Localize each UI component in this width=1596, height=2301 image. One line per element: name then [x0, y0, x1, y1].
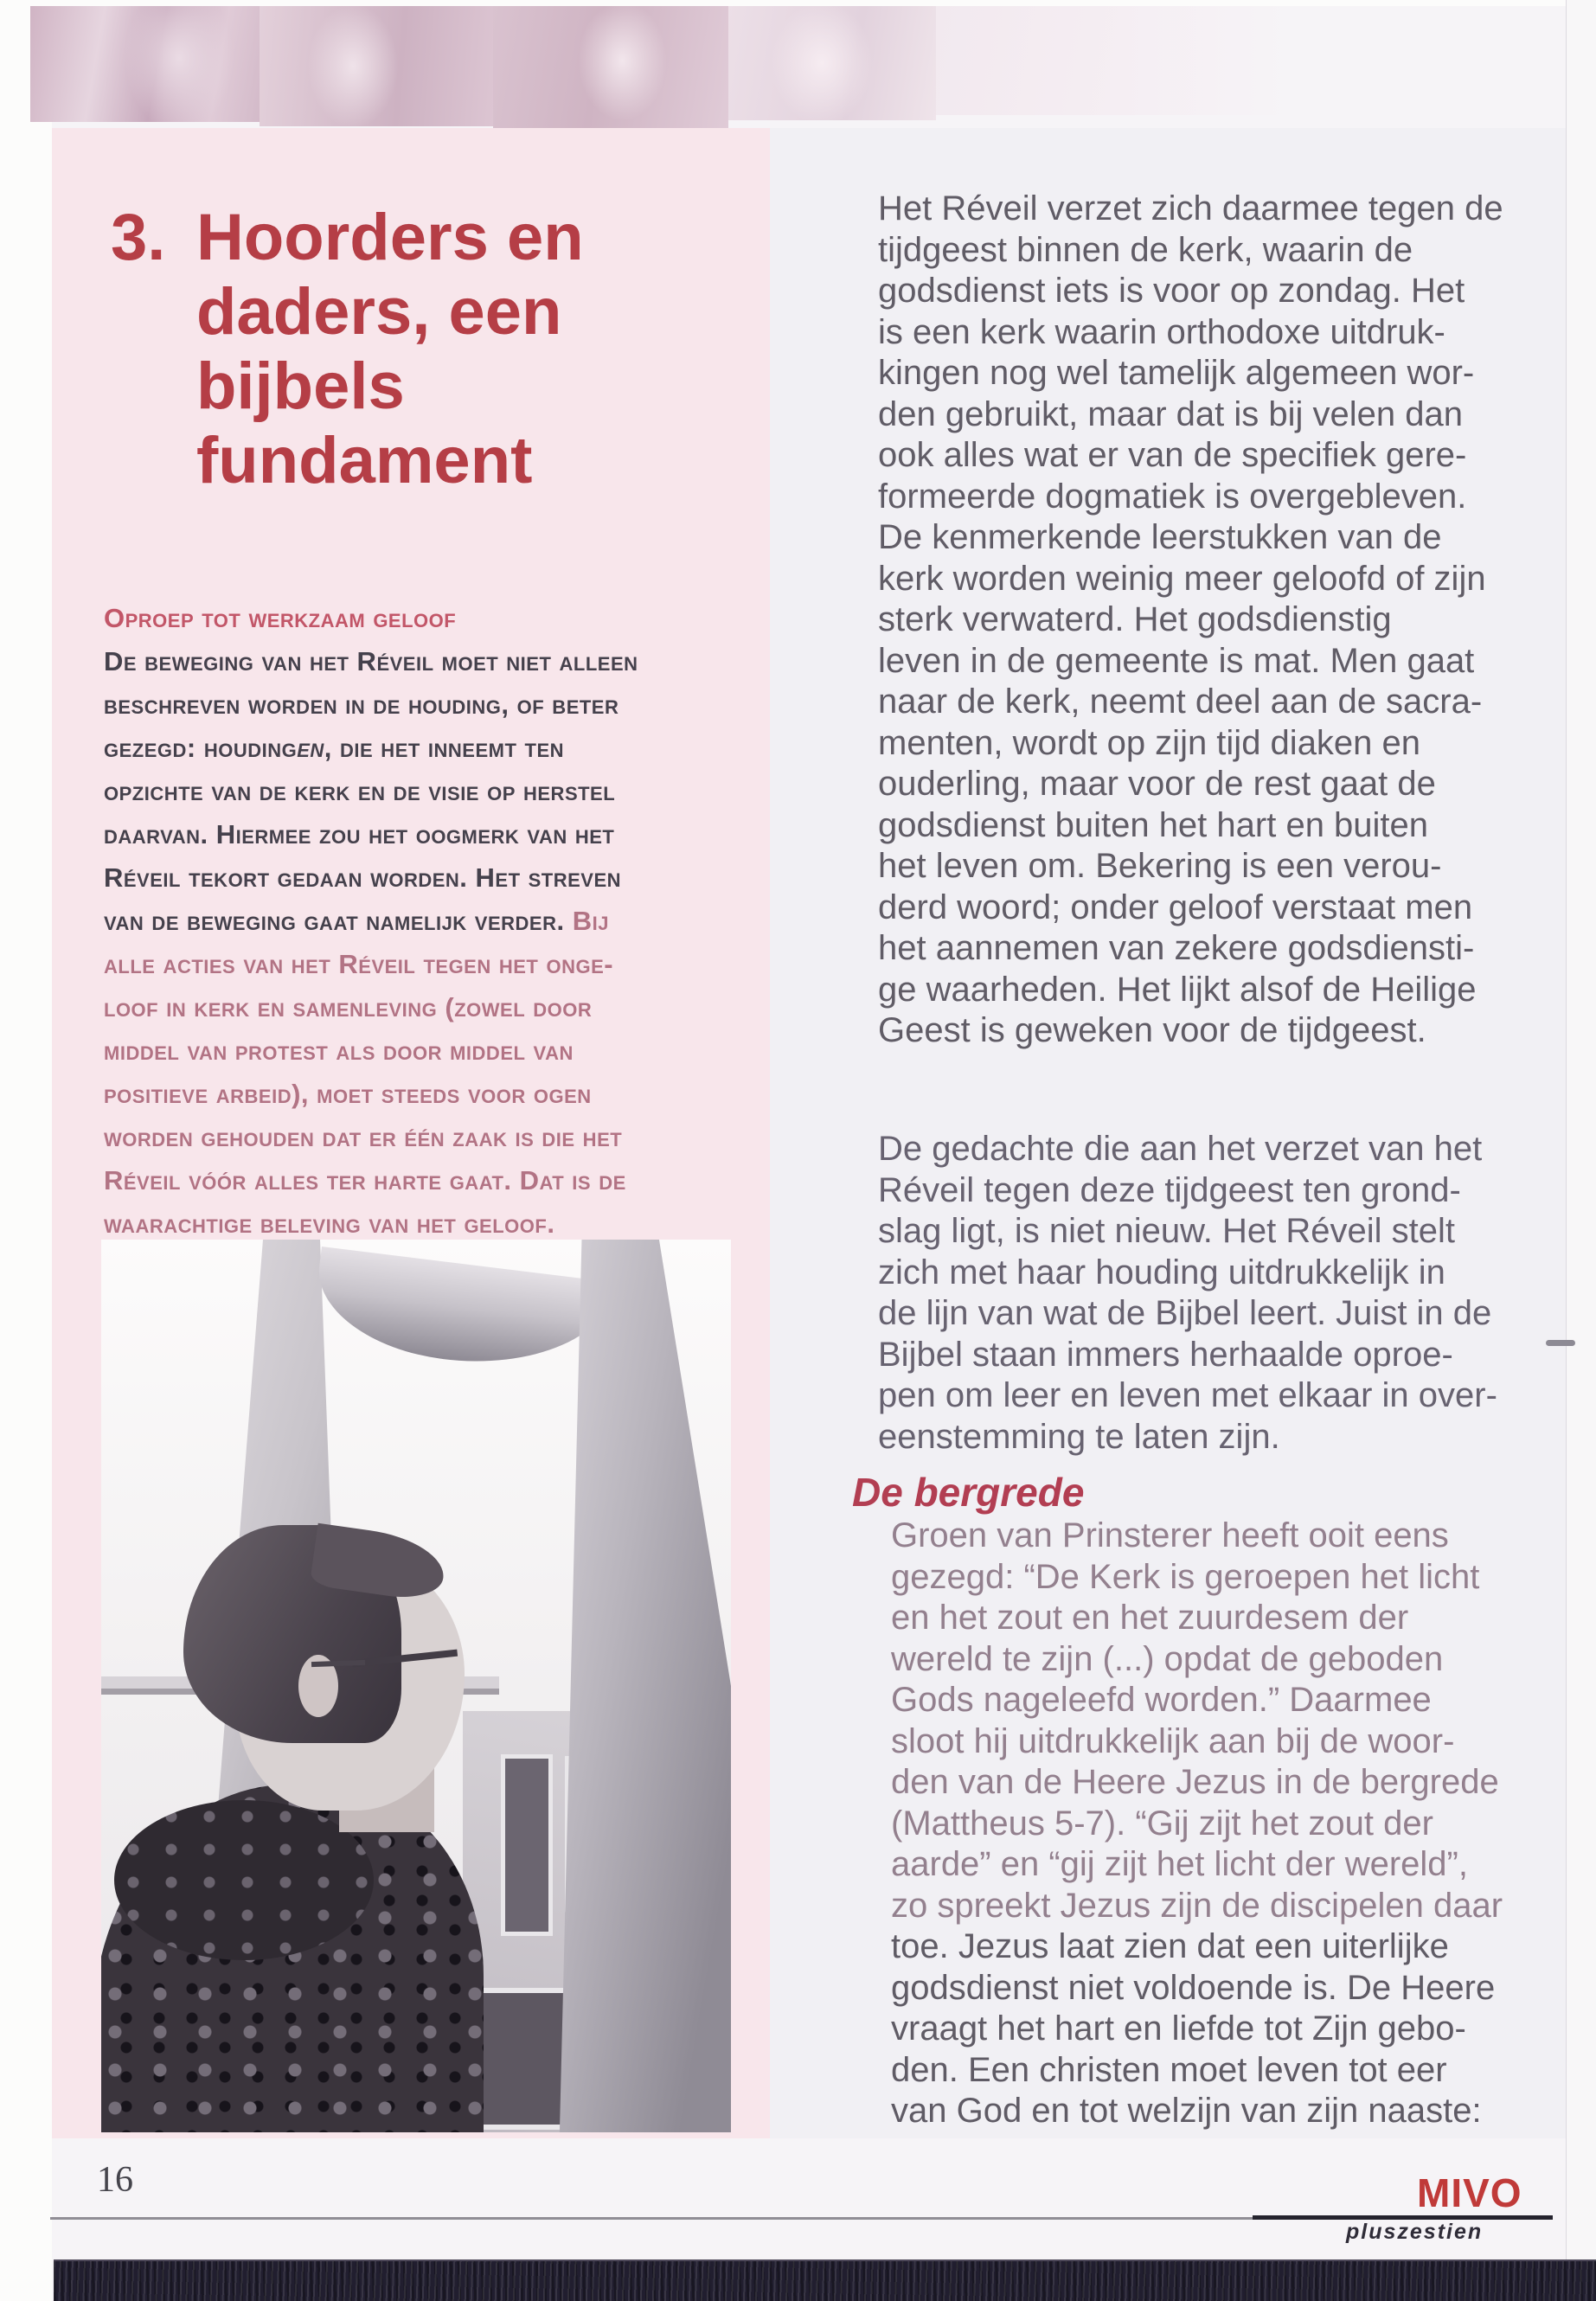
page-left-margin — [0, 0, 52, 2301]
man-jacket-collar — [114, 1800, 374, 1960]
man-head — [183, 1525, 465, 1811]
body-paragraph-3a: Groen van Prinsterer heeft ooit eens gezegd: “De Kerk is geroepen het licht en het zout en het zuurdesem der wereld te zijn (...) opdat de geboden Gods nageleefd worden.” Daarmee sloot hij uitdrukkelijk aan bij de woor- den van de Heere Jezus in de bergrede (Mattheus 5-7). “Gij zijt het zout der aarde” en “gij zijt het licht der wereld”, zo spreekt Jezus zijn de discipelen daar — [891, 1516, 1503, 1925]
footer-rule-left — [50, 2217, 1254, 2220]
header-photo-strip — [30, 6, 1293, 128]
intro-smallcaps-block — [104, 597, 714, 1246]
intro-heading: Oproep tot werkzaam geloof — [104, 603, 457, 633]
page-number: 16 — [97, 2160, 133, 2200]
page-top-margin — [0, 0, 1596, 6]
man-figure — [101, 1240, 731, 2132]
faded-photo-3 — [493, 6, 728, 128]
mivo-logo-subtext: pluszestien — [1346, 2220, 1484, 2244]
faded-photo-4 — [728, 6, 936, 120]
photo-man-looking-at-tower — [101, 1240, 731, 2132]
body-paragraph-1: Het Réveil verzet zich daarmee tegen de tijdgeest binnen de kerk, waarin de godsdienst iets is voor op zondag. Het is een kerk waarin orthodoxe uitdruk- kingen nog wel tamelijk algemeen wor- den gebruikt, maar dat is bij velen dan ook alles wat er van de specifiek gere- formeerde dogmatiek is overgebleven. De kenmerkende leerstukken van de kerk worden weinig meer geloofd of zijn sterk verwaterd. Het godsdienstig leven in de gemeente is mat. Men gaat naar de kerk, neemt deel aan de sacra- menten, wordt op zijn tijd diaken en ouderling, maar voor de rest gaat de godsdienst buiten het hart en buiten het leven om. Bekering is een verou- derd woord; onder geloof verstaat men het aannemen van zekere godsdiensti- ge waarheden. Het lijkt alsof de Heilige Geest is geweken voor de tijdgeest. — [878, 189, 1503, 1049]
book-edge-strip — [54, 2259, 1596, 2301]
scan-artifact-dash — [1546, 1340, 1575, 1346]
chapter-number: 3. — [111, 201, 166, 274]
faded-photo-1 — [30, 6, 260, 122]
mivo-logo: MIVO — [1417, 2170, 1522, 2215]
chapter-title-lines: Hoorders en daders, een bijbels fundament — [196, 201, 584, 497]
section-heading-de-bergrede: De bergrede — [852, 1470, 1085, 1515]
faded-photo-2 — [260, 6, 493, 126]
intro-body: De beweging van het Réveil moet niet alleen beschreven worden in de houding, of beter gezegd: houdingen, die het inneemt ten opzichte van de kerk en de visie op herstel daarvan. Hiermee zou het oogmerk van het Réveil tekort gedaan worden. Het streven van de beweging gaat namelijk verder. Bij alle acties van het Réveil tegen het onge- loof in kerk en samenleving (zowel door middel van protest als door middel van positieve arbeid), moet steeds voor ogen worden gehouden dat er één zaak is die het Réveil vóór alles ter harte gaat. Dat is de waarachtige beleving van het geloof. — [104, 646, 638, 1239]
chapter-title — [111, 201, 584, 498]
page-right-edge — [1566, 0, 1596, 2301]
faded-photo-5 — [936, 6, 1118, 115]
body-paragraph-2: De gedachte die aan het verzet van het Réveil tegen deze tijdgeest ten grond- slag ligt, is niet nieuw. Het Réveil stelt zich met haar houding uitdrukkelijk in de lijn van wat de Bijbel leert. Juist in de Bijbel staan immers herhaalde oproe- pen om leer en leven met elkaar in over- eenstemming te laten zijn. — [878, 1130, 1497, 1456]
faded-photo-fade — [1118, 6, 1293, 115]
body-paragraph-3b: toe. Jezus laat zien dat een uiterlijke godsdienst niet voldoende is. De Heere vraagt het hart en liefde tot Zijn gebo- den. Een christen moet leven tot eer van God en tot welzijn van zijn naaste: — [891, 1927, 1496, 2130]
